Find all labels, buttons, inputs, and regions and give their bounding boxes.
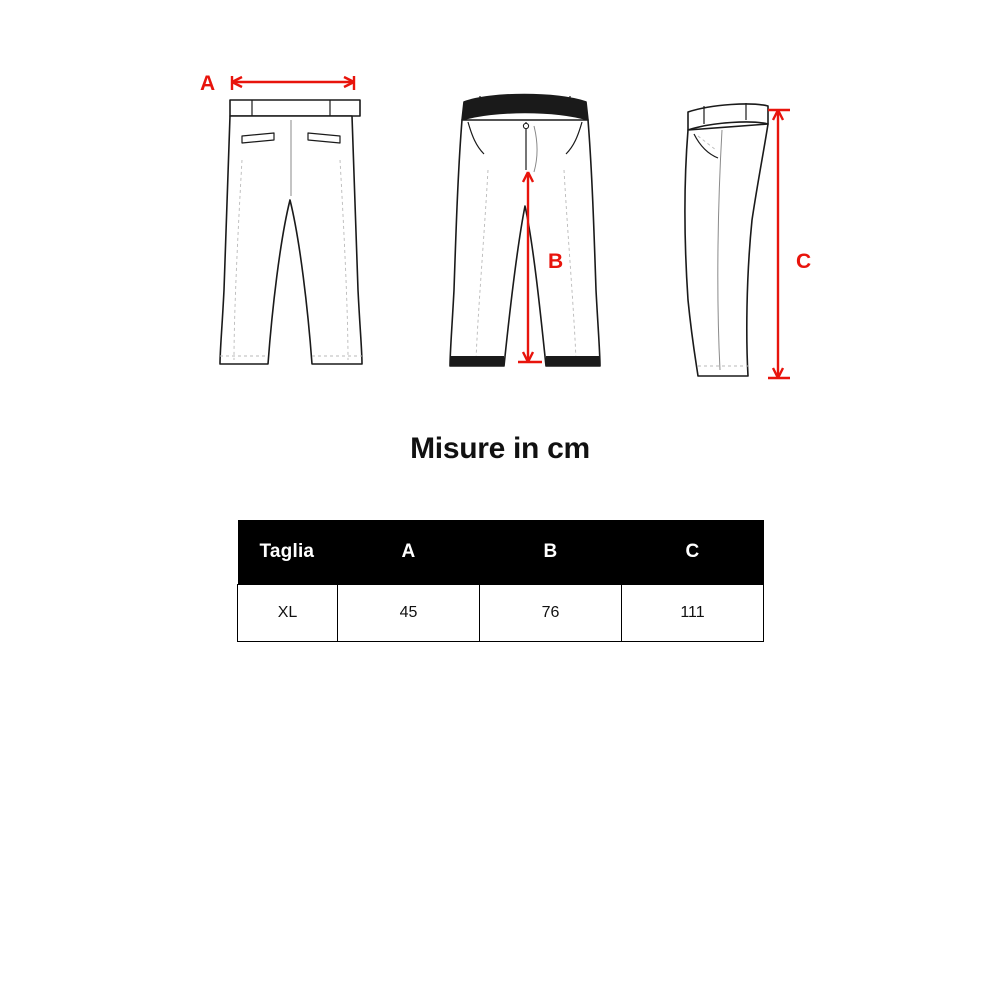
- cell-c: 111: [622, 585, 764, 642]
- size-table-wrapper: [237, 520, 764, 642]
- header-c: C: [622, 520, 764, 585]
- trousers-side-view-illustration: [660, 60, 860, 400]
- chart-caption: Misure in cm: [410, 432, 590, 465]
- cell-size: XL: [238, 585, 338, 642]
- measure-label-b: B: [548, 250, 564, 273]
- size-table: [237, 520, 764, 642]
- header-a: A: [338, 520, 480, 585]
- size-table-body: [238, 585, 764, 642]
- cell-a: 45: [338, 585, 480, 642]
- illustrations-group: [0, 60, 1000, 420]
- cell-b: 76: [480, 585, 622, 642]
- trousers-front-view-illustration: [430, 60, 630, 400]
- table-header-row: [238, 520, 764, 585]
- measure-label-a: A: [200, 72, 216, 95]
- header-taglia: Taglia: [238, 520, 338, 585]
- measure-label-c: C: [796, 250, 812, 273]
- table-row: [238, 585, 764, 642]
- header-b: B: [480, 520, 622, 585]
- trousers-back-view-illustration: [190, 60, 410, 400]
- size-table-head: [238, 520, 764, 585]
